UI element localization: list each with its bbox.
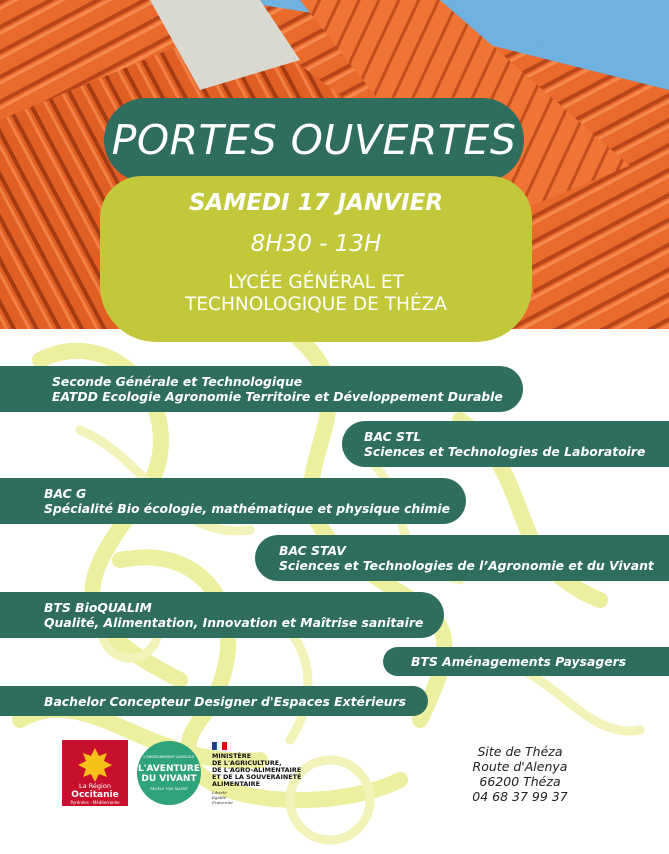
formation-band-bac-g (0, 478, 466, 524)
formation-title: Seconde Générale et Technologique (52, 374, 303, 389)
region-line2: Occitanie (71, 790, 119, 800)
school-name (100, 272, 532, 316)
contact-road: Route d'Alenya (472, 759, 568, 774)
aventure-du-vivant-logo (137, 741, 201, 805)
formation-band-bac-stav (255, 535, 669, 581)
partner-logos (62, 740, 322, 810)
ministere-line4: ET DE LA SOUVERAINETÉ (212, 773, 302, 781)
contact-block (455, 744, 585, 804)
formation-band-bts-paysagers (383, 647, 669, 676)
ministere-motto2: Égalité (212, 795, 227, 800)
formation-band-bac-stl (342, 421, 669, 467)
ministere-line2: DE L'AGRICULTURE, (212, 759, 282, 767)
formation-title: BAC STL (364, 429, 422, 444)
formation-subtitle: Sciences et Technologies de Laboratoire (364, 444, 646, 459)
aventure-top: L'ENSEIGNEMENT AGRICOLE (143, 755, 195, 759)
ministere-line3: DE L'AGRO-ALIMENTAIRE (212, 766, 302, 774)
formation-subtitle: Qualité, Alimentation, Innovation et Maîtrise sanitaire (44, 615, 424, 630)
formation-title: BTS Aménagements Paysagers (411, 654, 627, 669)
ministere-logo (211, 742, 301, 805)
formation-title: BAC G (44, 486, 87, 501)
formation-title: Bachelor Concepteur Designer d'Espaces Extérieurs (44, 693, 407, 709)
event-date: SAMEDI 17 JANVIER (188, 190, 444, 216)
aventure-bottom: RÉVÈLE TON TALENT (150, 787, 188, 791)
formation-band-seconde (0, 366, 523, 412)
formation-title: BAC STAV (279, 543, 346, 558)
school-name-line2: TECHNOLOGIQUE DE THÉZA (185, 294, 447, 315)
ministere-line1: MINISTÈRE (212, 752, 252, 760)
formation-band-bachelor (0, 686, 428, 716)
event-title: PORTES OUVERTES (104, 98, 524, 182)
aventure-line1: L'AVENTURE (137, 764, 201, 774)
formation-title: BTS BioQUALIM (44, 600, 152, 615)
date-block (100, 176, 532, 342)
school-name-line1: LYCÉE GÉNÉRAL ET (228, 272, 404, 293)
formation-subtitle: Sciences et Technologies de l’Agronomie et du Vivant (279, 558, 654, 573)
region-line1: La Région (79, 782, 111, 790)
contact-phone: 04 68 37 99 37 (472, 789, 568, 804)
contact-site: Site de Théza (477, 744, 563, 759)
formation-subtitle: Spécialité Bio écologie, mathématique et physique chimie (44, 501, 451, 516)
contact-city: 66200 Théza (479, 774, 561, 789)
formation-subtitle: EATDD Ecologie Agronomie Territoire et Développement Durable (52, 389, 503, 404)
ministere-line5: ALIMENTAIRE (212, 780, 260, 788)
event-time: 8H30 - 13H (250, 231, 382, 257)
ministere-motto1: Liberté (212, 790, 227, 795)
formation-band-bts-bioqualim (0, 592, 444, 638)
aventure-line2: DU VIVANT (141, 774, 197, 784)
region-line3: Pyrénées - Méditerranée (70, 800, 120, 805)
region-occitanie-logo (62, 740, 128, 806)
ministere-motto3: Fraternité (212, 800, 233, 805)
